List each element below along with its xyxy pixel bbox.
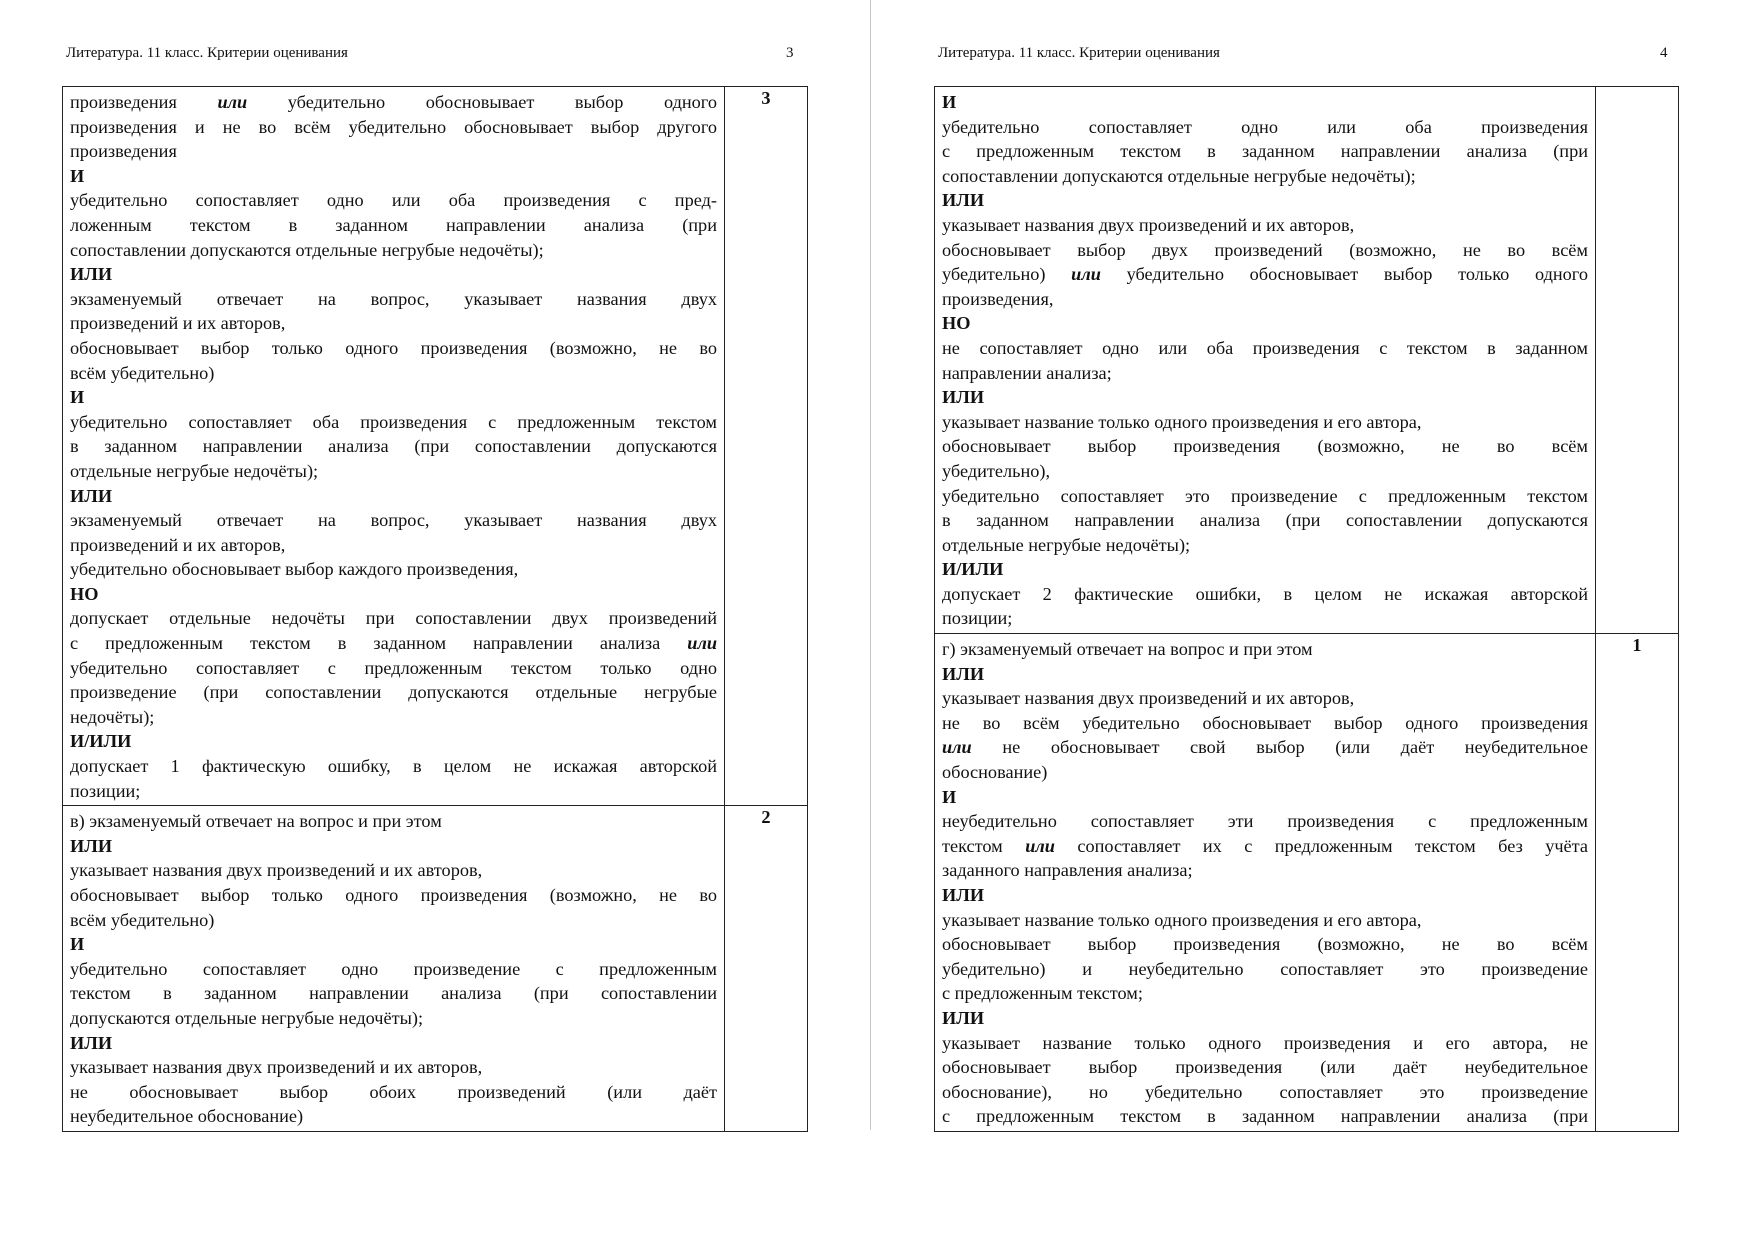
criteria-line — [70, 90, 717, 115]
criteria-line — [942, 164, 1588, 189]
page-3 — [0, 0, 870, 1239]
line-segment: г) экзаменуемый отвечает на вопрос и при этом — [942, 639, 1313, 660]
line-segment: в) экзаменуемый отвечает на вопрос и при этом — [70, 811, 442, 832]
connector-keyword — [942, 1006, 1588, 1031]
line-segment: НО — [942, 313, 971, 334]
criteria-line — [70, 139, 717, 164]
line-segment: позиции; — [70, 780, 141, 801]
criteria-line — [70, 606, 717, 631]
criteria-line — [70, 434, 717, 459]
criteria-line — [942, 139, 1588, 164]
line-segment: обосновывает выбор произведения (или даёт неубедительное — [942, 1057, 1588, 1078]
line-segment: ИЛИ — [942, 885, 985, 905]
line-segment: указывает название только одного произведения и его автора, — [942, 411, 1422, 432]
line-segment: не обосновывает свой выбор (или даёт неубедительное — [971, 737, 1588, 758]
criteria-line — [942, 957, 1588, 982]
criteria-line — [942, 484, 1588, 509]
connector-keyword — [70, 582, 717, 607]
line-segment: убедительно обосновывает выбор каждого произведения, — [70, 559, 519, 580]
page-number: 3 — [786, 45, 794, 61]
line-segment: И — [70, 387, 85, 408]
line-segment: всём убедительно) — [70, 909, 215, 930]
connector-keyword — [70, 729, 717, 754]
connector-keyword — [942, 385, 1588, 410]
score-cell: 3 — [725, 87, 808, 806]
line-segment: указывает названия двух произведений и их авторов, — [942, 688, 1355, 709]
connector-keyword — [942, 188, 1588, 213]
line-segment: убедительно сопоставляет одно произведение с предложенным — [70, 958, 717, 979]
line-segment: указывает названия двух произведений и их авторов, — [70, 1057, 483, 1078]
criteria-line — [942, 238, 1588, 263]
criteria-line — [942, 1055, 1588, 1080]
line-segment: указывает название только одного произведения и его автора, не — [942, 1032, 1588, 1053]
criteria-line — [942, 459, 1588, 484]
line-segment: отдельные негрубые недочёты); — [942, 534, 1191, 555]
criteria-line — [942, 606, 1588, 631]
line-segment: неубедительно сопоставляет эти произведения с предложенным — [942, 811, 1588, 832]
line-segment: указывает название только одного произведения и его автора, — [942, 909, 1422, 930]
line-segment: недочёты); — [70, 706, 155, 727]
criteria-line — [70, 410, 717, 435]
line-segment: И — [70, 165, 85, 186]
line-segment: с предложенным текстом; — [942, 983, 1143, 1004]
criteria-line — [942, 287, 1588, 312]
line-segment: убедительно обосновывает выбор одного — [247, 92, 717, 112]
line-segment: сопоставляет их с предложенным текстом без учёта — [1054, 835, 1588, 856]
criteria-line — [70, 213, 717, 238]
line-segment: И/ИЛИ — [942, 559, 1004, 580]
criteria-line — [70, 779, 717, 804]
criteria-line — [70, 188, 717, 213]
line-segment: произведения — [70, 141, 177, 162]
criteria-table — [934, 86, 1679, 1132]
line-segment: допускает 2 фактические ошибки, в целом не искажая авторской — [942, 583, 1588, 604]
criteria-row-continued — [935, 87, 1679, 634]
criteria-line — [70, 680, 717, 705]
connector-keyword — [70, 262, 717, 287]
criteria-line — [70, 311, 717, 336]
line-segment: позиции; — [942, 608, 1013, 629]
line-segment: ИЛИ — [942, 190, 985, 211]
line-segment: не во всём убедительно обосновывает выбор одного произведения — [942, 712, 1588, 733]
criteria-line — [942, 1031, 1588, 1056]
criteria-line — [942, 361, 1588, 386]
connector-keyword — [942, 785, 1588, 810]
criteria-line — [942, 686, 1588, 711]
line-segment: указывает названия двух произведений и их авторов, — [942, 214, 1355, 235]
line-segment: убедительно сопоставляет это произведение с предложенным текстом — [942, 485, 1588, 506]
line-segment: убедительно обосновывает выбор только одного — [1100, 264, 1588, 285]
line-segment: не сопоставляет одно или оба произведения с текстом в заданном — [942, 337, 1588, 358]
line-segment: НО — [70, 583, 99, 604]
line-segment: указывает названия двух произведений и их авторов, — [70, 860, 483, 881]
criteria-line — [70, 557, 717, 582]
connector-keyword — [70, 1031, 717, 1056]
criteria-line — [70, 883, 717, 908]
criteria-line — [942, 981, 1588, 1006]
score-cell: 1 — [1596, 634, 1679, 1132]
criteria-text — [63, 87, 725, 806]
line-segment: допускаются отдельные негрубые недочёты); — [70, 1007, 424, 1028]
line-segment: сопоставлении допускаются отдельные негрубые недочёты); — [70, 239, 544, 260]
line-segment: убедительно сопоставляет оба произведения с предложенным текстом — [70, 411, 717, 432]
line-segment: обосновывает выбор произведения (возможно, не во всём — [942, 934, 1588, 955]
line-segment: экзаменуемый отвечает на вопрос, указывает названия двух — [70, 510, 717, 531]
criteria-line — [70, 656, 717, 681]
emphasis-or: или — [1071, 264, 1101, 285]
line-segment: произведений и их авторов, — [70, 534, 286, 555]
line-segment: произведение (при сопоставлении допускаются отдельные негрубые — [70, 682, 717, 703]
criteria-line — [942, 1104, 1588, 1129]
line-segment: допускает отдельные недочёты при сопоставлении двух произведений — [70, 608, 717, 629]
line-segment: произведения и не во всём убедительно обосновывает выбор другого — [70, 116, 717, 137]
line-segment: ИЛИ — [70, 264, 113, 285]
line-segment: И — [942, 786, 957, 807]
criteria-line — [942, 262, 1588, 287]
line-segment: экзаменуемый отвечает на вопрос, указывает названия двух — [70, 288, 717, 309]
criteria-line — [70, 705, 717, 730]
criteria-line — [70, 858, 717, 883]
score-cell: 2 — [725, 806, 808, 1132]
line-segment: ИЛИ — [942, 387, 985, 408]
line-segment: с предложенным текстом в заданном направлении анализа (при — [942, 1106, 1588, 1127]
criteria-line — [942, 1080, 1588, 1105]
line-segment: произведения — [70, 92, 218, 112]
running-header: Литература. 11 класс. Критерии оценивания — [938, 45, 1220, 61]
criteria-line — [70, 1080, 717, 1105]
line-segment: в заданном направлении анализа (при сопоставлении допускаются — [70, 436, 717, 457]
line-segment: И — [942, 92, 957, 112]
criteria-line — [70, 631, 717, 656]
criteria-line — [942, 834, 1588, 859]
criteria-line — [70, 361, 717, 386]
line-segment: с предложенным текстом в заданном направлении анализа — [70, 633, 688, 654]
criteria-line — [942, 582, 1588, 607]
line-segment: убедительно сопоставляет одно или оба произведения — [942, 116, 1588, 137]
line-segment: обосновывает выбор произведения (возможно, не во всём — [942, 436, 1588, 457]
line-segment: заданного направления анализа; — [942, 860, 1193, 881]
connector-keyword — [942, 662, 1588, 687]
line-segment: убедительно), — [942, 460, 1051, 481]
criteria-row-score-3 — [63, 87, 808, 806]
connector-keyword — [70, 834, 717, 859]
criteria-line — [942, 735, 1588, 760]
line-segment: направлении анализа; — [942, 362, 1112, 383]
connector-keyword — [942, 90, 1588, 115]
page-number: 4 — [1660, 45, 1668, 61]
line-segment: с предложенным текстом в заданном направлении анализа (при — [942, 141, 1588, 162]
criteria-line — [70, 981, 717, 1006]
line-segment: неубедительное обоснование) — [70, 1106, 304, 1127]
line-segment: ИЛИ — [942, 663, 985, 684]
criteria-line — [942, 410, 1588, 435]
criteria-table — [62, 86, 808, 1132]
criteria-text — [63, 806, 725, 1132]
connector-keyword — [70, 932, 717, 957]
criteria-line — [70, 238, 717, 263]
criteria-line — [70, 1006, 717, 1031]
page-divider — [870, 0, 871, 1130]
criteria-line — [70, 508, 717, 533]
criteria-line — [942, 809, 1588, 834]
line-segment: в заданном направлении анализа (при сопоставлении допускаются — [942, 510, 1588, 531]
line-segment: обосновывает выбор только одного произведения (возможно, не во — [70, 885, 717, 905]
connector-keyword — [942, 883, 1588, 908]
running-header: Литература. 11 класс. Критерии оценивания — [66, 45, 348, 61]
emphasis-or: или — [687, 633, 717, 654]
criteria-text — [935, 634, 1596, 1132]
criteria-text — [935, 87, 1596, 634]
connector-keyword — [942, 311, 1588, 336]
line-segment: произведений и их авторов, — [70, 313, 286, 334]
criteria-row-score-1 — [935, 634, 1679, 1132]
connector-keyword — [942, 557, 1588, 582]
criteria-line — [942, 213, 1588, 238]
criteria-line — [70, 1104, 717, 1129]
criteria-line — [70, 533, 717, 558]
criteria-line — [942, 908, 1588, 933]
connector-keyword — [70, 164, 717, 189]
criteria-line — [70, 754, 717, 779]
line-segment: обосновывает выбор двух произведений (возможно, не во всём — [942, 239, 1588, 260]
line-segment: текстом — [942, 835, 1026, 856]
score-cell — [1596, 87, 1679, 634]
criteria-line — [942, 508, 1588, 533]
line-segment: ИЛИ — [70, 835, 113, 856]
emphasis-or: или — [217, 92, 248, 112]
line-segment: текстом в заданном направлении анализа (при сопоставлении — [70, 983, 717, 1004]
line-segment: убедительно сопоставляет одно или оба произведения с пред- — [70, 190, 717, 211]
criteria-line — [942, 711, 1588, 736]
line-segment: ИЛИ — [942, 1007, 985, 1028]
emphasis-or: или — [1025, 835, 1055, 856]
criteria-line — [70, 1055, 717, 1080]
page-4 — [872, 0, 1754, 1239]
line-segment: обосновывает выбор только одного произведения (возможно, не во — [70, 337, 717, 358]
line-segment: убедительно сопоставляет с предложенным текстом только одно — [70, 657, 717, 678]
criteria-line — [942, 637, 1588, 662]
line-segment: всём убедительно) — [70, 362, 215, 383]
line-segment: обоснование) — [942, 762, 1048, 783]
criteria-line — [70, 287, 717, 312]
line-segment: сопоставлении допускаются отдельные негрубые недочёты); — [942, 165, 1416, 186]
line-segment: И/ИЛИ — [70, 731, 132, 752]
criteria-line — [942, 760, 1588, 785]
criteria-line — [942, 858, 1588, 883]
line-segment: ИЛИ — [70, 485, 113, 506]
line-segment: ИЛИ — [70, 1032, 113, 1053]
line-segment: ложенным текстом в заданном направлении анализа (при — [70, 214, 717, 235]
criteria-line — [70, 115, 717, 140]
criteria-line — [942, 115, 1588, 140]
line-segment: И — [70, 934, 85, 955]
criteria-line — [70, 908, 717, 933]
line-segment: не обосновывает выбор обоих произведений (или даёт — [70, 1081, 717, 1102]
line-segment: допускает 1 фактическую ошибку, в целом не искажая авторской — [70, 756, 717, 777]
criteria-line — [942, 434, 1588, 459]
criteria-row-score-2 — [63, 806, 808, 1132]
emphasis-or: или — [942, 737, 972, 758]
line-segment: убедительно) и неубедительно сопоставляет это произведение — [942, 958, 1588, 979]
connector-keyword — [70, 385, 717, 410]
criteria-line — [70, 336, 717, 361]
line-segment: произведения, — [942, 288, 1054, 309]
criteria-line — [942, 336, 1588, 361]
criteria-line — [942, 932, 1588, 957]
criteria-line — [70, 459, 717, 484]
criteria-line — [70, 957, 717, 982]
connector-keyword — [70, 484, 717, 509]
line-segment: обоснование), но убедительно сопоставляет это произведение — [942, 1081, 1588, 1102]
criteria-line — [942, 533, 1588, 558]
line-segment: отдельные негрубые недочёты); — [70, 460, 319, 481]
line-segment: убедительно) — [942, 264, 1072, 285]
criteria-line — [70, 809, 717, 834]
